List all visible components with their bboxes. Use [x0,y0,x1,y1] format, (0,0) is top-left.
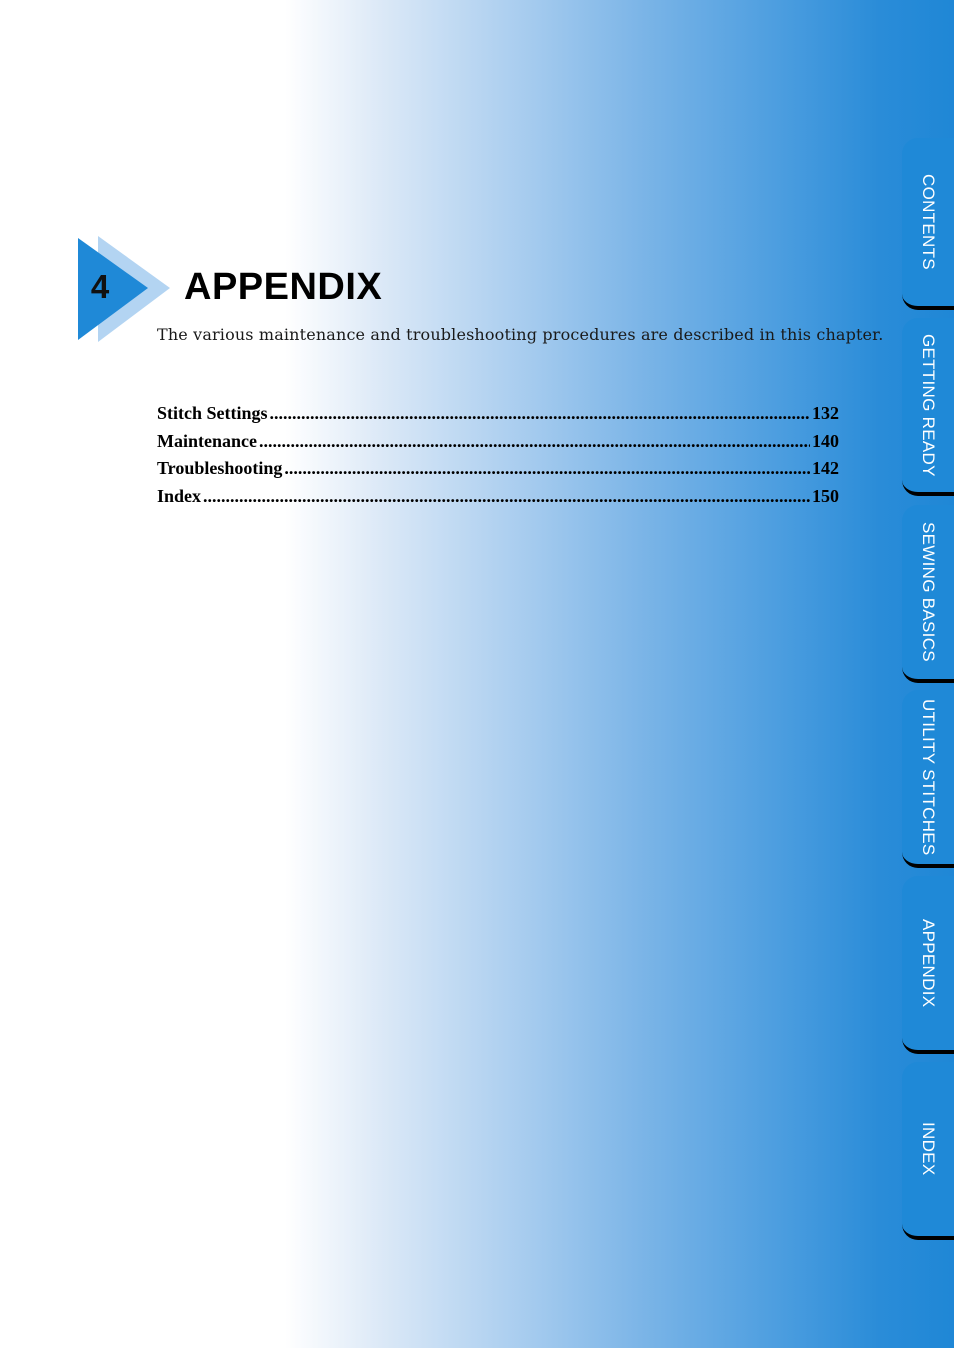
tab-sewing-basics[interactable] [902,505,954,683]
chapter-title: APPENDIX [184,266,383,308]
toc-entry-index[interactable] [157,486,839,514]
tab-utility-stitches[interactable] [902,690,954,868]
table-of-contents [157,403,839,514]
toc-entry-page: 142 [812,458,839,479]
toc-leader-dots [270,403,810,424]
tab-label: GETTING READY [919,333,938,477]
toc-entry-page: 140 [812,430,839,451]
tab-contents[interactable] [902,138,954,310]
toc-entry-page: 150 [812,486,839,507]
toc-entry-page: 132 [812,403,839,423]
toc-entry-title: Stitch Settings [157,403,268,423]
tab-label: INDEX [919,1122,938,1176]
toc-entry-troubleshooting[interactable] [157,458,839,486]
chapter-description: The various maintenance and troubleshooting procedures are described in this chapter. [157,325,884,344]
toc-leader-dots [259,431,810,452]
toc-entry-title: Maintenance [157,430,257,451]
chapter-number: 4 [90,268,110,305]
toc-entry-title: Index [157,486,202,507]
tab-index[interactable] [902,1062,954,1240]
tab-getting-ready[interactable] [902,318,954,496]
tab-label: UTILITY STITCHES [919,698,938,856]
toc-entry-stitch-settings[interactable] [157,403,839,431]
tab-label: SEWING BASICS [919,522,938,662]
toc-leader-dots [284,458,810,479]
toc-leader-dots [203,486,810,507]
tab-appendix[interactable] [902,876,954,1054]
toc-entry-title: Troubleshooting [157,458,283,479]
tab-label: APPENDIX [919,918,938,1008]
chapter-tabs [902,0,954,1348]
toc-entry-maintenance[interactable] [157,431,839,459]
tab-label: CONTENTS [919,174,938,270]
